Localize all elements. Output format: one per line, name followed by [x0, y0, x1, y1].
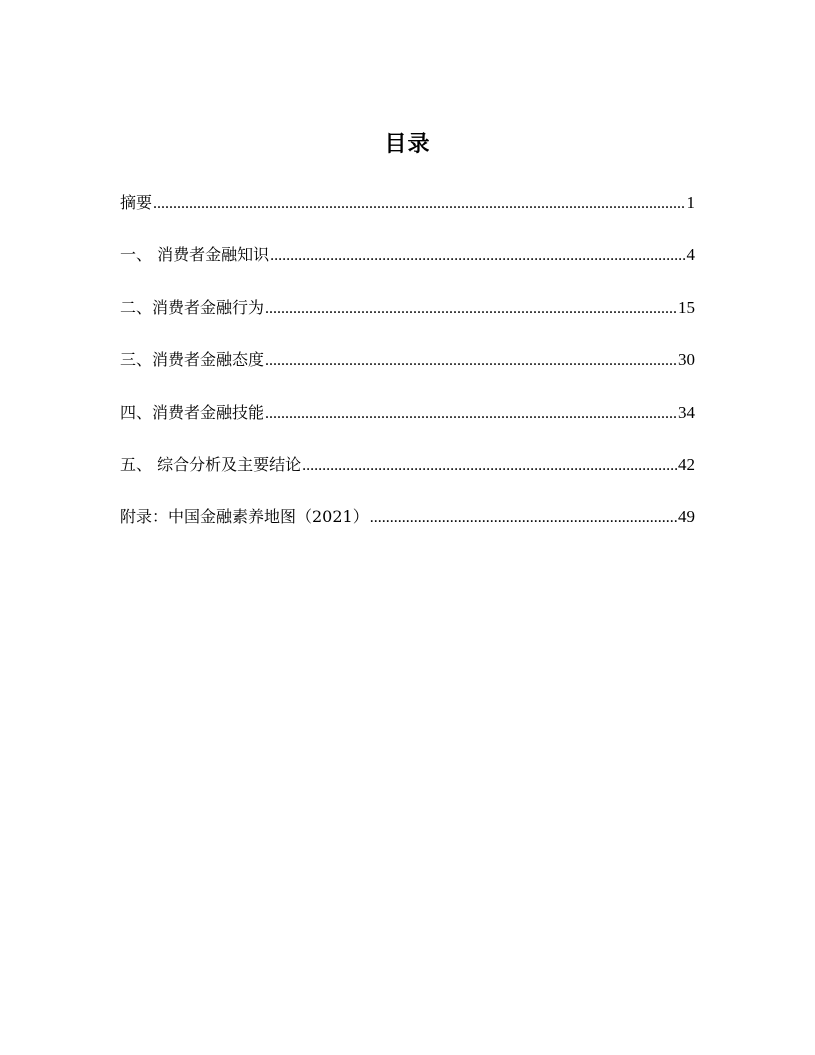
- toc-list: [120, 190, 695, 557]
- toc-entry-label: 二、消费者金融行为: [120, 297, 265, 317]
- toc-entry-label: 摘要: [120, 193, 153, 212]
- toc-entry[interactable]: [120, 504, 695, 556]
- toc-entry-page: 1: [686, 193, 695, 212]
- toc-entry[interactable]: [120, 347, 695, 399]
- dot-leader: [153, 191, 685, 217]
- toc-entry-page: 4: [686, 245, 695, 265]
- toc-entry-page: 30: [678, 350, 695, 370]
- toc-entry-label: 一、 消费者金融知识: [120, 245, 270, 265]
- toc-entry-label: 三、消费者金融态度: [120, 350, 265, 370]
- toc-entry[interactable]: [120, 400, 695, 452]
- toc-entry[interactable]: [120, 295, 695, 347]
- toc-entry-page: 34: [678, 402, 695, 422]
- toc-entry-page: 49: [678, 507, 695, 527]
- dot-leader: [270, 243, 685, 269]
- toc-entry-label: 四、消费者金融技能: [120, 402, 265, 422]
- toc-entry-page: 42: [678, 454, 695, 474]
- dot-leader: [265, 296, 677, 322]
- toc-entry-label: 附录：中国金融素养地图（2021）: [120, 507, 369, 527]
- toc-entry[interactable]: [120, 190, 695, 242]
- toc-entry[interactable]: [120, 242, 695, 294]
- dot-leader: [370, 505, 677, 531]
- dot-leader: [302, 453, 677, 479]
- toc-entry-label: 五、 综合分析及主要结论: [120, 454, 302, 474]
- dot-leader: [265, 348, 677, 374]
- toc-title: 目录: [384, 132, 431, 157]
- toc-entry[interactable]: [120, 452, 695, 504]
- toc-entry-page: 15: [678, 297, 695, 317]
- dot-leader: [265, 401, 677, 427]
